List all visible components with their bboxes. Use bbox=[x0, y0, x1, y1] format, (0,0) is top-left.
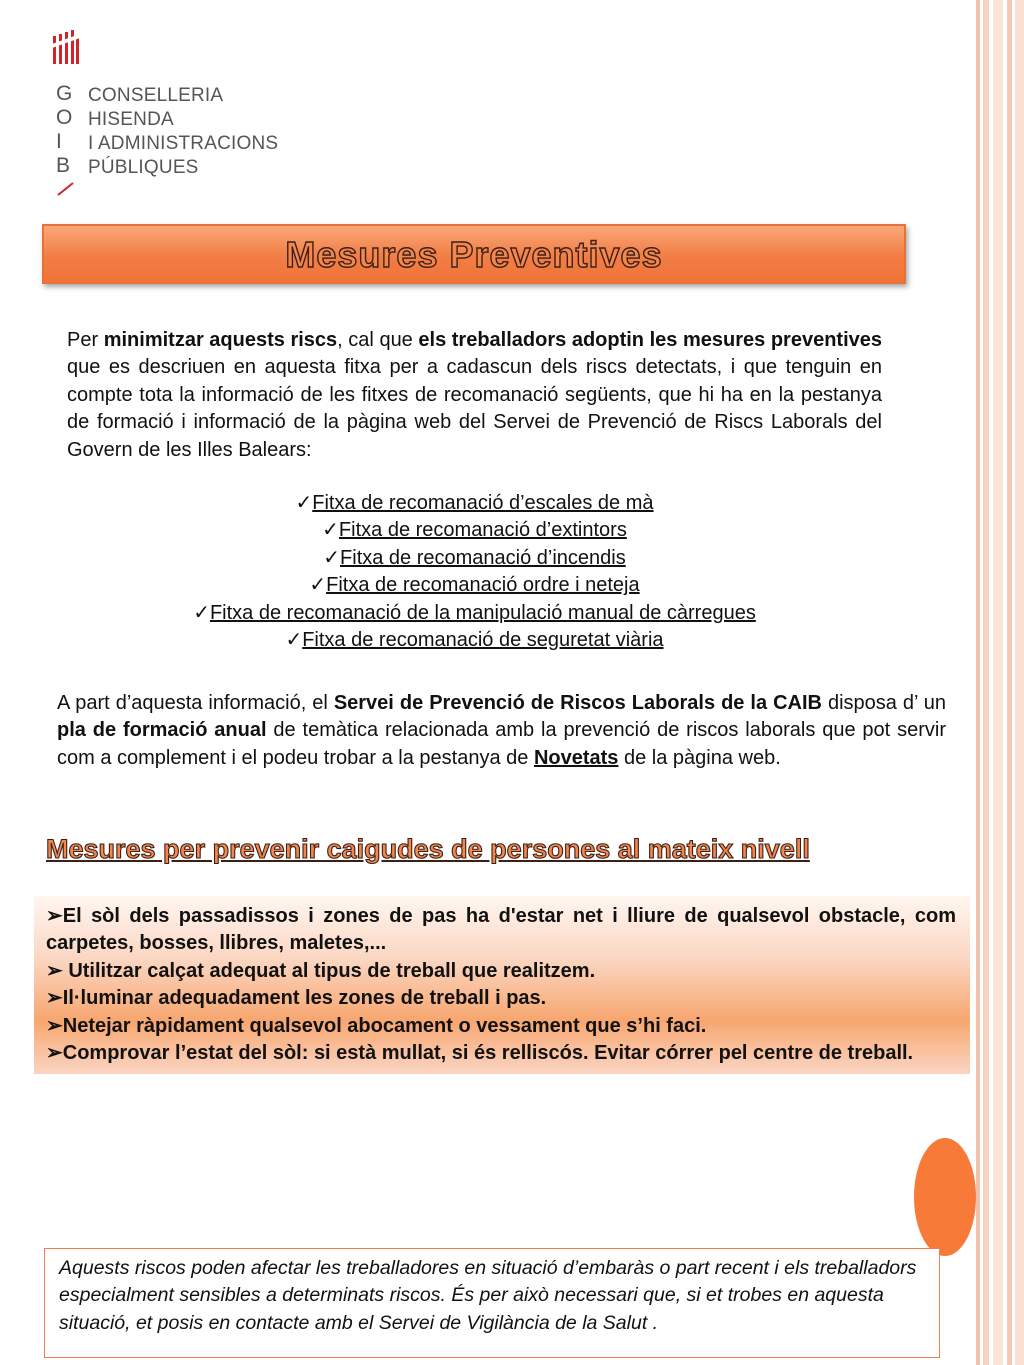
recommendation-link[interactable]: Fitxa de recomanació de seguretat viària bbox=[302, 629, 664, 652]
department-line: CONSELLERIA bbox=[88, 85, 224, 106]
decor-stripe bbox=[1007, 0, 1012, 1365]
check-icon: ✓ bbox=[322, 519, 339, 542]
link-item bbox=[67, 627, 882, 654]
logo-slash-icon bbox=[56, 182, 76, 196]
bullet-text: Comprovar l’estat del sòl: si està mullat, si és relliscós. Evitar córrer pel centre de treball. bbox=[62, 1042, 914, 1065]
bullet-item bbox=[46, 958, 956, 985]
logo-letter: B bbox=[56, 154, 71, 177]
goib-letters bbox=[56, 82, 72, 178]
section-heading: Mesures per prevenir caigudes de persones al mateix nivell bbox=[46, 834, 810, 864]
department-line: HISENDA bbox=[88, 109, 174, 130]
notice-box bbox=[44, 1248, 940, 1358]
logo-letter: O bbox=[56, 106, 73, 129]
check-icon: ✓ bbox=[323, 546, 341, 569]
formation-text: disposa d’ un bbox=[821, 692, 946, 714]
bullet-text: Il·luminar adequadament les zones de treball i pas. bbox=[62, 987, 547, 1010]
logo-letter: G bbox=[56, 82, 73, 105]
bullet-item bbox=[46, 903, 956, 958]
intro-text: que es descriuen en aquesta fitxa per a cadascun dels riscs detectats, i que tenguin en compte tota la informació de les fitxes de recomanació següents, que hi ha en la pestanya de formació i informació de la pàgina web del Servei de Prevenció de Riscs Laborals del Govern de les Illes Balears: bbox=[67, 356, 882, 461]
intro-paragraph bbox=[67, 327, 882, 464]
goib-logo-icon bbox=[52, 30, 80, 66]
bullet-item bbox=[46, 985, 956, 1012]
check-icon: ✓ bbox=[295, 492, 313, 514]
decor-oval bbox=[914, 1138, 976, 1256]
formation-bold: pla de formació anual bbox=[57, 719, 267, 742]
recommendation-link[interactable]: Fitxa de recomanació de la manipulació manual de càrregues bbox=[209, 601, 756, 624]
link-item bbox=[67, 600, 882, 627]
check-icon: ✓ bbox=[309, 574, 327, 597]
formation-text: A part d’aquesta informació, el bbox=[57, 692, 334, 714]
arrow-bullet-icon: ➢ bbox=[46, 959, 63, 982]
decor-stripe bbox=[1015, 0, 1024, 1365]
arrow-bullet-icon: ➢ bbox=[46, 1014, 63, 1037]
intro-bold: minimitzar aquests riscs bbox=[103, 329, 338, 351]
recommendation-link[interactable]: Fitxa de recomanació ordre i neteja bbox=[326, 574, 640, 597]
decor-stripe bbox=[993, 0, 1003, 1365]
intro-bold: els treballadors adoptin les mesures preventives bbox=[418, 329, 882, 351]
recommendation-links bbox=[67, 490, 882, 654]
link-item bbox=[67, 490, 882, 517]
notice-text: Aquests riscos poden afectar les treballadores en situació d’embaràs o part recent i els treballadors especialment sensibles a determinats riscos. És per això necessari que, si et trobes en aquesta situació, et posis en contacte amb el Servei de Vigilància de la Salut . bbox=[59, 1257, 917, 1334]
bullet-item bbox=[46, 1040, 956, 1067]
novetats-link[interactable]: Novetats bbox=[533, 746, 619, 769]
formation-text: de temàtica relacionada amb la prevenció de riscos laborals que pot servir com a complement i el podeu trobar a la pestanya de bbox=[57, 719, 946, 769]
department-line: I ADMINISTRACIONS bbox=[88, 133, 279, 154]
intro-text: Per bbox=[67, 329, 104, 351]
check-icon: ✓ bbox=[193, 601, 210, 624]
page-title: Mesures Preventives bbox=[285, 234, 663, 275]
recommendation-link[interactable]: Fitxa de recomanació d’extintors bbox=[338, 519, 627, 542]
formation-text: de la pàgina web. bbox=[618, 746, 781, 769]
prevention-bullets bbox=[46, 903, 956, 1067]
link-item bbox=[67, 545, 882, 572]
decor-stripe bbox=[976, 0, 980, 1365]
department-name bbox=[88, 84, 278, 180]
formation-bold: Servei de Prevenció de Riscos Laborals de la CAIB bbox=[333, 692, 822, 714]
formation-paragraph bbox=[57, 690, 946, 772]
link-item bbox=[67, 572, 882, 599]
department-line: PÚBLIQUES bbox=[88, 157, 199, 178]
bullet-text: Utilitzar calçat adequat al tipus de treball que realitzem. bbox=[62, 959, 596, 982]
link-item bbox=[67, 517, 882, 544]
decor-stripe bbox=[983, 0, 989, 1365]
logo-letter: I bbox=[56, 130, 62, 153]
arrow-bullet-icon: ➢ bbox=[46, 1042, 63, 1065]
recommendation-link[interactable]: Fitxa de recomanació d’incendis bbox=[340, 546, 626, 569]
intro-text: , cal que bbox=[337, 329, 419, 351]
bullet-item bbox=[46, 1013, 956, 1040]
check-icon: ✓ bbox=[285, 629, 303, 652]
title-banner bbox=[42, 224, 906, 284]
bullet-text: El sòl dels passadissos i zones de pas ha d'estar net i lliure de qualsevol obstacle, com carpetes, bosses, llibres, maletes,... bbox=[46, 905, 956, 955]
bullet-text: Netejar ràpidament qualsevol abocament o vessament que s’hi faci. bbox=[62, 1014, 707, 1037]
arrow-bullet-icon: ➢ bbox=[46, 987, 63, 1010]
arrow-bullet-icon: ➢ bbox=[46, 905, 63, 927]
recommendation-link[interactable]: Fitxa de recomanació d’escales de mà bbox=[312, 492, 654, 514]
